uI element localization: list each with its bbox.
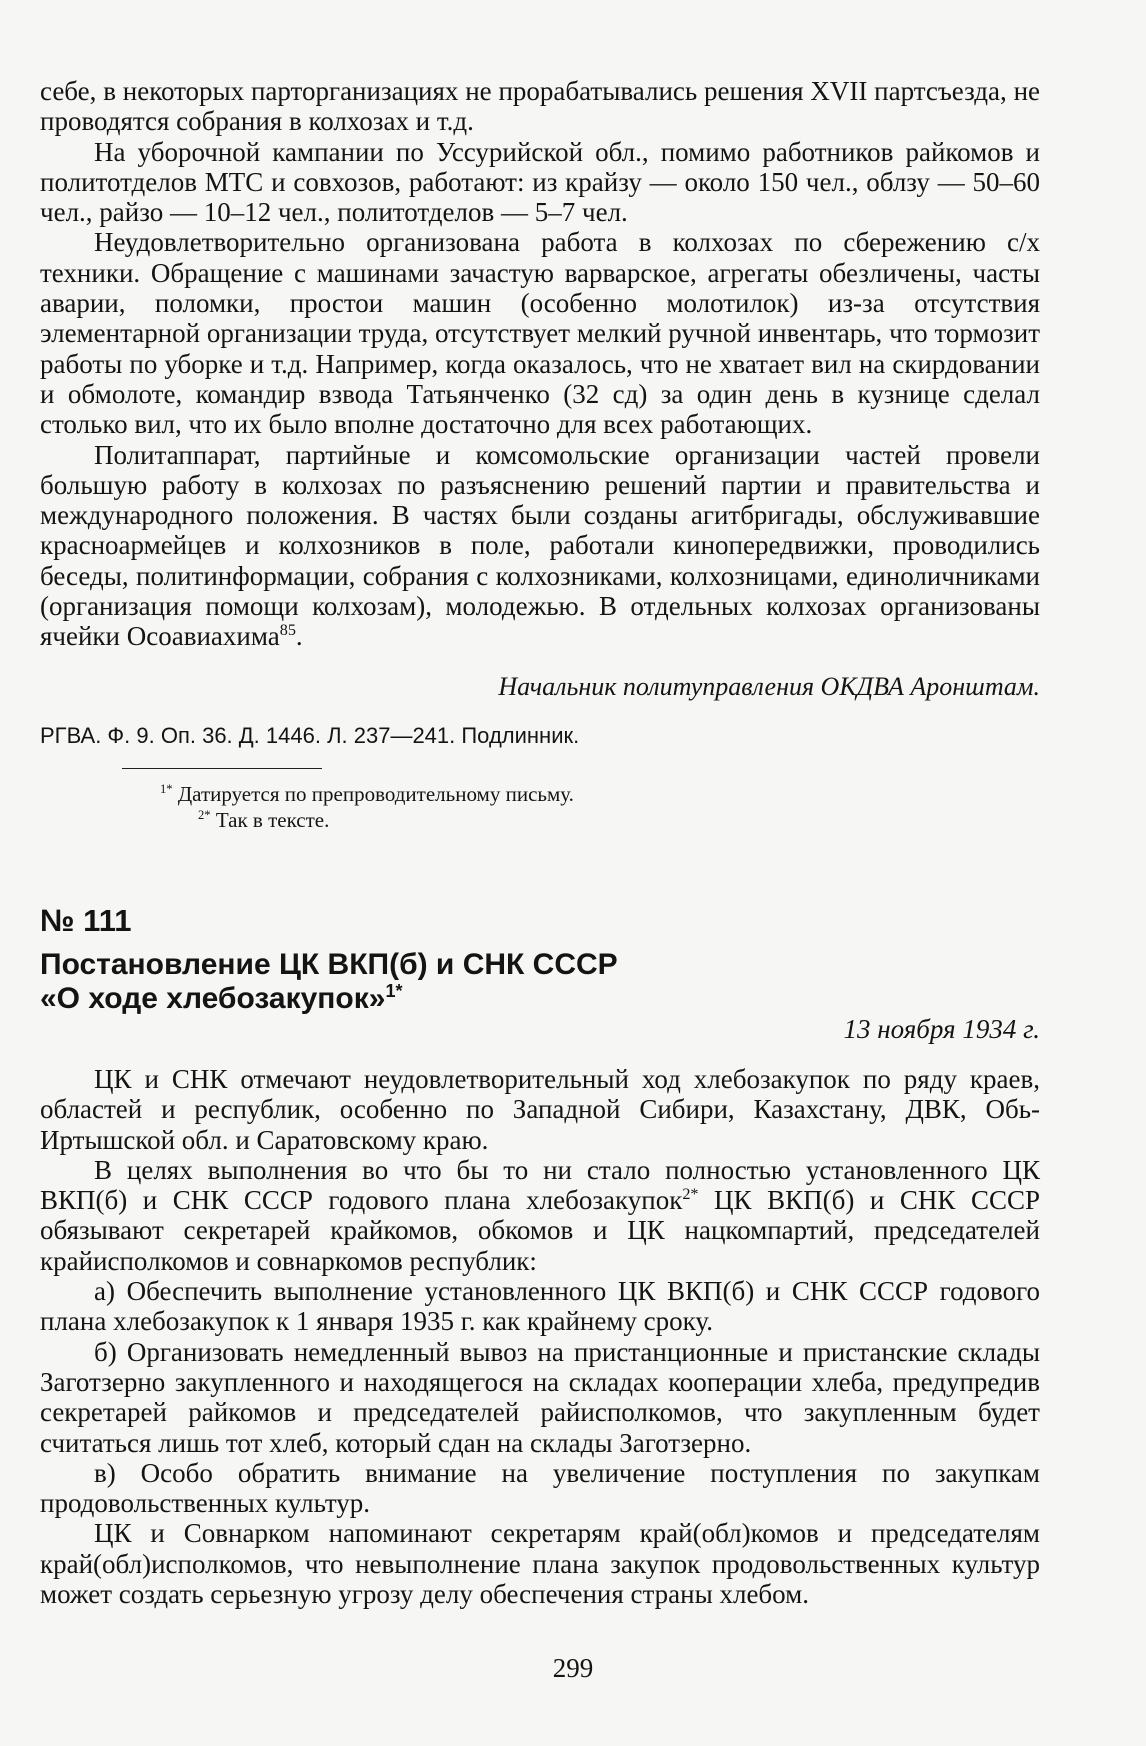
archive-reference: РГВА. Ф. 9. Оп. 36. Д. 1446. Л. 237—241. Подлинник.: [40, 723, 580, 748]
footnote-divider: [122, 768, 322, 769]
document-header: [40, 904, 1040, 1016]
resolution-item-b: б) Организовать немедленный вывоз на пристанционные и пристанские склады Заготзерно закупленного и находящегося на складах кооперации хлеба, предупредив секретарей райкомов и председателей райисполкомов, что закупленным будет считаться лишь тот хлеб, который сдан на склады Заготзерно.: [40, 1336, 1040, 1458]
footnote-1: [160, 781, 1040, 807]
document-title-text: «О ходе хлебозакупок»: [40, 982, 386, 1015]
signature: Начальник политуправления ОКДВА Аронштам.: [498, 672, 1040, 701]
footnote-1-mark: 1*: [160, 782, 173, 796]
footnotes: [40, 768, 1040, 833]
resolution-item-c: в) Особо обратить внимание на увеличение поступления по закупкам продовольственных культур.: [40, 1457, 1040, 1519]
footnote-2: [198, 807, 1040, 833]
report-paragraph-1: себе, в некоторых парторганизациях не прорабатывались решения XVII партсъезда, не проводятся собрания в колхозах и т.д.: [40, 76, 1040, 137]
report-paragraph-4: Политаппарат, партийные и комсомольские организации частей провели большую работу в колхозах по разъяснению решений партии и правительства и международного положения. В частях были созданы агитбригады, обслуживавшие красноармейцев и колхозников в поле, работали кинопередвижки, проводились беседы, политинформации, собрания с колхозниками, колхозницами, единоличниками (организация помощи колхозам), молодежью. В отдельных колхозах организованы ячейки Осоавиахима$^{85}$.: [40, 439, 1040, 652]
footnote-ref-85: 85: [279, 621, 296, 640]
document-number: № 111: [40, 903, 132, 938]
report-paragraph-3: Неудовлетворительно организована работа в колхозах по сбережению с/х техники. Обращение с машинами зачастую варварское, агрегаты обезличены, часты аварии, поломки, простои машин (особенно молотилок) из-за отсутствия элементарной организации труда, отсутствует мелкий ручной инвентарь, что тормозит работы по уборке и т.д. Например, когда оказалось, что не хватает вил на скирдовании и обмолоте, командир взвода Татьянченко (32 сд) за один день в кузнице сделал столько вил, что их было вполне достаточно для всех работающих.: [40, 227, 1040, 440]
resolution-paragraph-2-end: ЦК ВКП(б) и СНК СССР обязывают секретарей крайкомов, обкомов и ЦК нацкомпартий, председателей крайисполкомов и совнаркомов республик:: [40, 1185, 1040, 1276]
report-paragraph-4-text: Политаппарат, партийные и комсомольские организации частей провели большую работу в колхозах по разъяснению решений партии и правительства и международного положения. В частях были созданы агитбригады, обслуживавшие красноармейцев и колхозников в поле, работали кинопередвижки, проводились беседы, политинформации, собрания с колхозниками, колхозницами, единоличниками (организация помощи колхозам), молодежью. В отдельных колхозах организованы ячейки Осоавиахима: [40, 439, 1040, 652]
document-body: [40, 1064, 1040, 1609]
resolution-paragraph-1: ЦК и СНК отмечают неудовлетворительный ход хлебозакупок по ряду краев, областей и республик, особенно по Западной Сибири, Казахстану, ДВК, Обь-Иртышской обл. и Саратовскому краю.: [40, 1064, 1040, 1155]
resolution-paragraph-2: [40, 1155, 1040, 1276]
footnote-1-text: Датируется по препроводительному письму.: [177, 782, 574, 806]
document-title-line-2: [40, 982, 1040, 1016]
resolution-item-a: а) Обеспечить выполнение установленного ЦК ВКП(б) и СНК СССР годового плана хлебозакупок к 1 января 1935 г. как крайнему сроку.: [40, 1276, 1040, 1337]
footnote-ref-2: 2*: [682, 1185, 699, 1204]
document-title-line-1: Постановление ЦК ВКП(б) и СНК СССР: [40, 948, 618, 981]
footnote-2-text: Так в тексте.: [215, 808, 330, 832]
report-paragraph-2: На уборочной кампании по Уссурийской обл., помимо работников райкомов и политотделов МТС и совхозов, работают: из крайзу — около 150 чел., облзу — 50–60 чел., райзо — 10–12 чел., политотделов — 5–7 чел.: [40, 136, 1040, 228]
title-footnote-ref: 1*: [385, 981, 403, 1001]
document-date: 13 ноября 1934 г.: [843, 1014, 1040, 1044]
continued-report: [40, 76, 1040, 652]
resolution-paragraph-2-start: В целях выполнения во что бы то ни стало полностью установленного ЦК ВКП(б) и СНК СССР годового плана хлебозакупок: [40, 1154, 1040, 1216]
page-number: 299: [552, 1653, 594, 1683]
footnote-2-mark: 2*: [198, 808, 211, 822]
resolution-final-paragraph: ЦК и Совнарком напоминают секретарям край(обл)комов и председателям край(обл)исполкомов, что невыполнение плана закупок продовольственных культур может создать серьезную угрозу делу обеспечения страны хлебом.: [40, 1518, 1040, 1610]
